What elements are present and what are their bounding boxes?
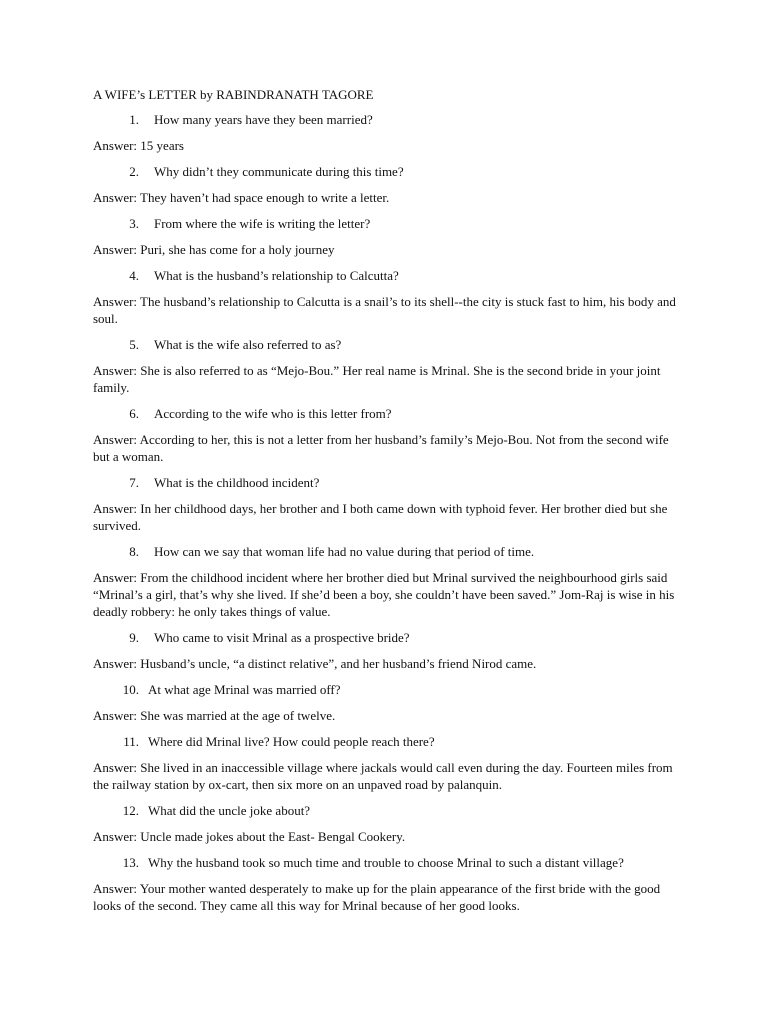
question-item — [93, 802, 678, 819]
question-number: 5. — [129, 337, 139, 352]
question-text: What is the wife also referred to as? — [154, 337, 342, 352]
answer-text: Answer: From the childhood incident where her brother died but Mrinal survived the neighbourhood girls said “Mrinal’s a girl, that’s why she lived. If she’d been a boy, she couldn’t have been saved.” Jom-Raj is wise in his deadly robbery: he only takes things of value. — [93, 570, 675, 619]
question-text: Why didn’t they communicate during this time? — [154, 164, 404, 179]
question-text: From where the wife is writing the letter? — [154, 216, 371, 231]
question-item — [93, 681, 678, 698]
question-item — [93, 474, 678, 491]
question-number: 12. — [122, 803, 139, 818]
document-title: A WIFE’s LETTER by RABINDRANATH TAGORE — [93, 87, 374, 102]
question-item — [93, 267, 678, 284]
question-text: Where did Mrinal live? How could people reach there? — [148, 734, 435, 749]
question-number: 13. — [122, 855, 139, 870]
question-number: 9. — [129, 630, 139, 645]
question-text: What did the uncle joke about? — [148, 803, 311, 818]
answer-text: Answer: She was married at the age of twelve. — [93, 708, 336, 723]
question-item — [93, 629, 678, 646]
answer-text: Answer: They haven’t had space enough to write a letter. — [93, 190, 390, 205]
question-item — [93, 733, 678, 750]
answer-text: Answer: She lived in an inaccessible village where jackals would call even during the day. Fourteen miles from the railway station by ox-cart, then six more on an unpaved road by palanquin. — [93, 760, 673, 792]
qa-list — [93, 111, 678, 914]
question-number: 10. — [122, 682, 139, 697]
question-item — [93, 336, 678, 353]
question-item — [93, 163, 678, 180]
question-number: 4. — [129, 268, 139, 283]
answer-text: Answer: Uncle made jokes about the East- Bengal Cookery. — [93, 829, 406, 844]
question-item — [93, 215, 678, 232]
answer-text: Answer: In her childhood days, her brother and I both came down with typhoid fever. Her brother died but she survived. — [93, 501, 668, 533]
answer-text: Answer: According to her, this is not a letter from her husband’s family’s Mejo-Bou. Not from the second wife but a woman. — [93, 432, 669, 464]
answer-text: Answer: Puri, she has come for a holy journey — [93, 242, 335, 257]
question-text: How can we say that woman life had no value during that period of time. — [154, 544, 535, 559]
question-number: 8. — [129, 544, 139, 559]
answer-text: Answer: Husband’s uncle, “a distinct relative”, and her husband’s friend Nirod came. — [93, 656, 537, 671]
question-text: At what age Mrinal was married off? — [148, 682, 341, 697]
question-item — [93, 854, 678, 871]
question-number: 3. — [129, 216, 139, 231]
document-body — [93, 86, 678, 923]
question-text: Who came to visit Mrinal as a prospective bride? — [154, 630, 410, 645]
question-text: What is the childhood incident? — [154, 475, 320, 490]
question-item — [93, 405, 678, 422]
question-number: 2. — [129, 164, 139, 179]
question-number: 6. — [129, 406, 139, 421]
answer-text: Answer: She is also referred to as “Mejo-Bou.” Her real name is Mrinal. She is the second bride in your joint family. — [93, 363, 661, 395]
question-text: According to the wife who is this letter from? — [154, 406, 392, 421]
answer-text: Answer: 15 years — [93, 138, 184, 153]
question-item — [93, 111, 678, 128]
question-number: 1. — [129, 112, 139, 127]
question-text: Why the husband took so much time and trouble to choose Mrinal to such a distant village? — [148, 855, 624, 870]
question-number: 11. — [123, 734, 139, 749]
answer-text: Answer: Your mother wanted desperately to make up for the plain appearance of the first bride with the good looks of the second. They came all this way for Mrinal because of her good looks. — [93, 881, 661, 913]
question-text: How many years have they been married? — [154, 112, 373, 127]
question-number: 7. — [129, 475, 139, 490]
answer-text: Answer: The husband’s relationship to Calcutta is a snail’s to its shell--the city is stuck fast to him, his body and soul. — [93, 294, 676, 326]
question-text: What is the husband’s relationship to Calcutta? — [154, 268, 399, 283]
question-item — [93, 543, 678, 560]
